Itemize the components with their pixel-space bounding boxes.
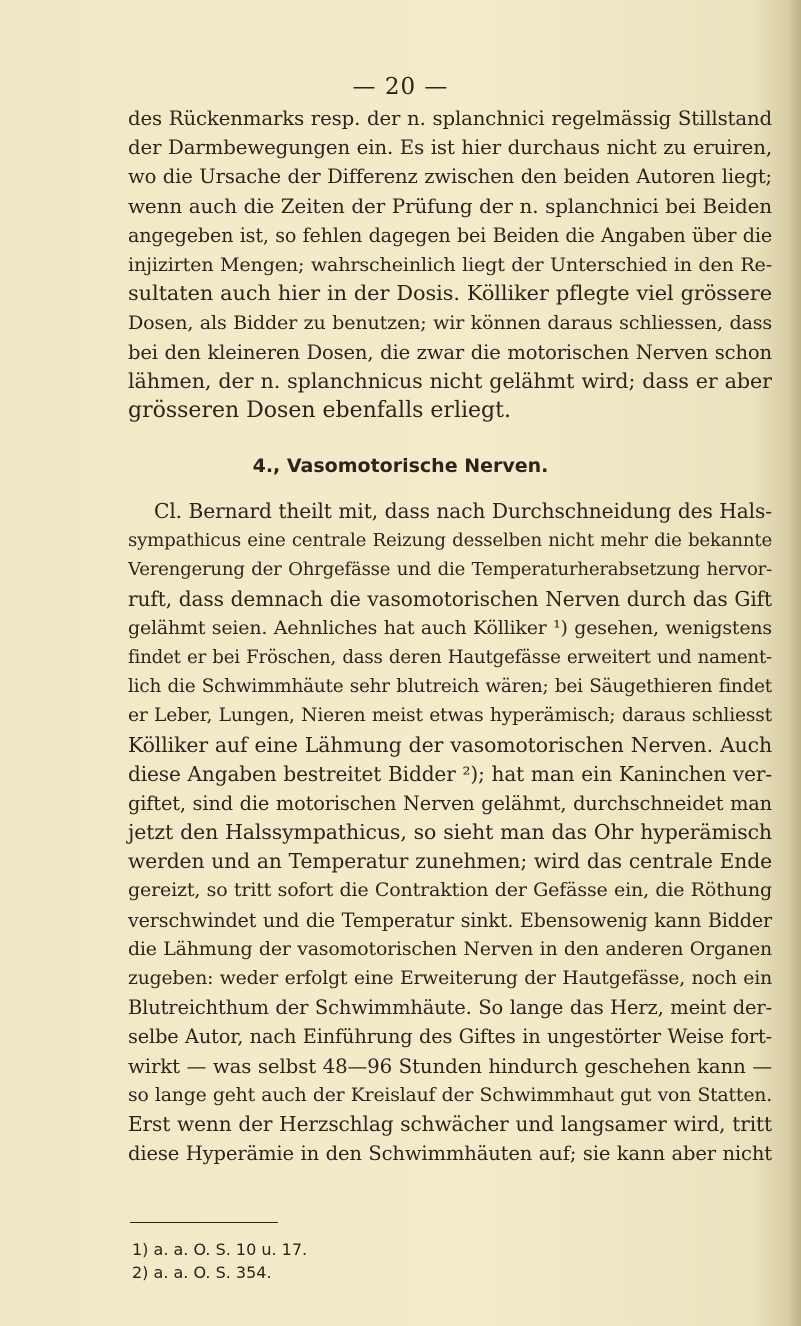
- text-line: Kölliker auf eine Lähmung der vasomotorischen Nerven. Auch: [128, 732, 772, 757]
- text-line: lähmen, der n. splanchnicus nicht gelähmt wird; dass er aber: [128, 368, 772, 393]
- text-line: wo die Ursache der Differenz zwischen den beiden Autoren liegt;: [128, 165, 772, 189]
- footnotes: [132, 1238, 307, 1284]
- text-line: selbe Autor, nach Einführung des Giftes in ungestörter Weise fort-: [128, 1025, 772, 1049]
- text-line: Cl. Bernard theilt mit, dass nach Durchschneidung des Hals-: [154, 499, 772, 523]
- text-line: gelähmt seien. Aehnliches hat auch Kölliker ¹) gesehen, wenigstens: [128, 616, 772, 639]
- text-line: bei den kleineren Dosen, die zwar die motorischen Nerven schon: [128, 340, 772, 364]
- footnote-divider: [130, 1222, 278, 1223]
- text-line: grösseren Dosen ebenfalls erliegt.: [128, 397, 511, 423]
- text-line: injizirten Mengen; wahrscheinlich liegt der Unterschied in den Re-: [128, 252, 772, 276]
- text-line: er Leber, Lungen, Nieren meist etwas hyperämisch; daraus schliesst: [128, 705, 772, 727]
- text-line: findet er bei Fröschen, dass deren Hautgefässe erweitert und nament-: [128, 646, 772, 668]
- paragraph-1: [128, 104, 772, 425]
- text-line: der Darmbewegungen ein. Es ist hier durchaus nicht zu eruiren,: [128, 136, 772, 160]
- text-line: lich die Schwimmhäute sehr blutreich wären; bei Säugethieren findet: [128, 676, 772, 698]
- page-number: — 20 —: [352, 74, 449, 100]
- text-line: Erst wenn der Herzschlag schwächer und langsamer wird, tritt: [128, 1111, 772, 1136]
- footnote-1: 1) a. a. O. S. 10 u. 17.: [132, 1240, 308, 1259]
- text-line: Verengerung der Ohrgefässe und die Temperaturherabsetzung hervor-: [128, 559, 772, 581]
- text-line: werden und an Temperatur zunehmen; wird das centrale Ende: [128, 849, 772, 874]
- text-line: zugeben: weder erfolgt eine Erweiterung der Hautgefässe, noch ein: [128, 968, 772, 989]
- text-line: wenn auch die Zeiten der Prüfung der n. splanchnici bei Beiden: [128, 194, 772, 218]
- section-heading: 4., Vasomotorische Nerven.: [252, 455, 549, 477]
- text-line: gereizt, so tritt sofort die Contraktion der Gefässe ein, die Röthung: [128, 879, 772, 902]
- text-line: Blutreichthum der Schwimmhäute. So lange das Herz, meint der-: [128, 996, 772, 1020]
- text-line: Dosen, als Bidder zu benutzen; wir können daraus schliessen, dass: [128, 311, 772, 335]
- text-line: giftet, sind die motorischen Nerven gelähmt, durchschneidet man: [128, 791, 772, 815]
- page-edge-shadow: [789, 0, 801, 1326]
- text-line: so lange geht auch der Kreislauf der Schwimmhaut gut von Statten.: [128, 1084, 772, 1106]
- text-line: ruft, dass demnach die vasomotorischen Nerven durch das Gift: [128, 586, 772, 611]
- text-line: des Rückenmarks resp. der n. splanchnici regelmässig Stillstand: [128, 107, 772, 130]
- text-line: verschwindet und die Temperatur sinkt. Ebensowenig kann Bidder: [128, 908, 772, 932]
- text-line: sympathicus eine centrale Reizung desselben nicht mehr die bekannte: [128, 530, 772, 552]
- text-line: diese Hyperämie in den Schwimmhäuten auf; sie kann aber nicht: [128, 1142, 772, 1166]
- text-line: jetzt den Halssympathicus, so sieht man das Ohr hyperämisch: [128, 820, 772, 845]
- footnote-2: 2) a. a. O. S. 354.: [132, 1263, 272, 1282]
- text-line: die Lähmung der vasomotorischen Nerven in den anderen Organen: [128, 937, 772, 960]
- text-line: wirkt — was selbst 48—96 Stunden hindurch geschehen kann —: [128, 1054, 772, 1078]
- text-line: sultaten auch hier in der Dosis. Kölliker pflegte viel grössere: [128, 281, 772, 306]
- paragraph-2: [128, 497, 772, 1168]
- text-line: diese Angaben bestreitet Bidder ²); hat man ein Kaninchen ver-: [128, 761, 772, 786]
- text-line: angegeben ist, so fehlen dagegen bei Beiden die Angaben über die: [128, 223, 772, 247]
